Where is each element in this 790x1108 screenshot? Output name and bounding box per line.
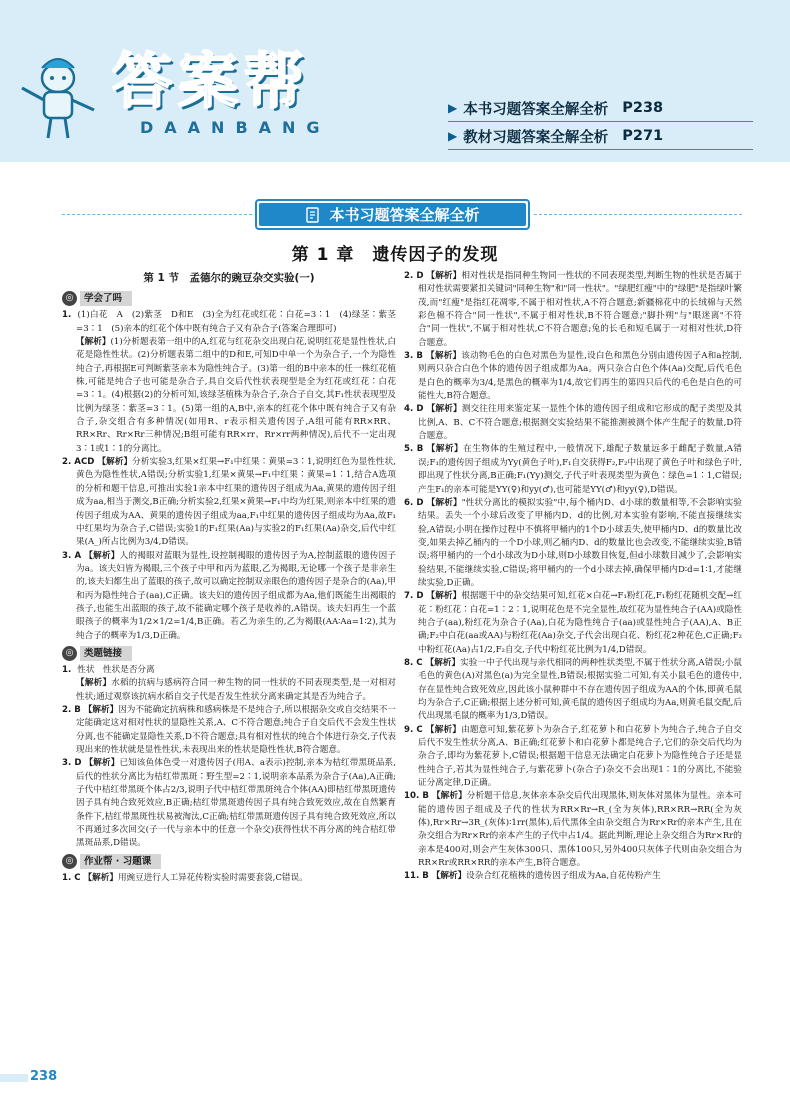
answer-explanation: 【解析】(1)分析题表第一组中的A,红花与红花杂交出现白花,说明红花是显性性状,白花是隐性性状。(2)分析题表第二组中的D和E,可知D中单一个为杂合子,一个为隐性纯合子,再根据E可判断紫茎亲本为隐性纯合子。(3)第一组的B中亲本的任一株红花植株,可能是纯合子也可能是杂合子,具自交后代性状表现型是全为红花或红花∶白花=3∶1。(4)根据(2)的分析可知,该绿茎植株为杂合子,杂合子自交,其F₁性状表现型及比例为绿茎∶紫茎=3∶1。(5)第一组的A,B中,亲本的红花个体中既有纯合子又有杂合子,杂交组合有多种情况(如用R、r表示相关遗传因子,A组可能有RR×RR、RR×Rr、Rr×Rr三种情况;B组可能有RR×rr、Rr×rr两种情况),后代不一定出现3∶1或1∶1的分离比。 [76, 337, 396, 454]
answer-item: 2. D 【解析】相对性状是指同种生物同一性状的不同表现类型,判断生物的性状是否属于相对性状需要紧扣关键词"同种生物"和"同一性状"。"绿肥红瘦"中的"绿肥"是指绿叶繁茂,而"红瘦"是指红花凋零,不属于相对性状,A不符合题意;新疆棉花中的长绒棉与天然彩色棉不符合"同一性状",不属于相对性状,B不符合题意;"脚扑朔"与"眼迷离"不符合"同一性状",不属于相对性状,C不符合题意;兔的长毛和短毛属于一对相对性状,D符合题意。 [404, 271, 742, 348]
banner-title: 本书习题答案全解全析 [329, 206, 480, 224]
tag-learned: ◎ 学会了吗 [62, 291, 396, 306]
answer-item: 8. C 【解析】实验一中子代出现与亲代相同的两种性状类型,不属于性状分离,A错误;小鼠毛色的黄色(A)对黑色(a)为完全显性,B错误;根据实验二可知,有关小鼠毛色的遗传中,存在显性纯合致死效应,因此该小鼠种群中不存在遗传因子组成为AA的个体,即黄毛鼠均为杂合子,C正确;根据上述分析可知,黄毛鼠的遗传因子组成均为Aa,则黄毛鼠交配,后代出现黑毛鼠的概率为1/3,D错误。 [404, 657, 742, 722]
triangle-icon: ▶ [448, 101, 458, 115]
toc-item-book[interactable] [448, 96, 753, 120]
answer-item: 3. D 【解析】已知该鱼体色受一对遗传因子(用A、a表示)控制,亲本为桔红带黑斑品系,后代的性状分离比为桔红带黑斑∶野生型=2∶1,说明亲本品系为杂合子(Aa),A正确;子代中桔红带黑斑个体占2/3,说明子代中桔红带黑斑纯合个体(AA)即桔红带黑斑遗传因子具有纯合致死效应,B正确;桔红带黑斑遗传因子具有纯合致死效应,故在自然繁育条件下,桔红带黑斑性状易被淘汰,C正确;桔红带黑斑遗传因子具有纯合致死效应,所以不再通过多次回交(子一代与亲本中的任意一个杂交)获得性状不再分离的纯合桔红带黑斑品系,D错误。 [62, 758, 396, 849]
target-icon: ◎ [62, 646, 77, 661]
answer-item: 5. B 【解析】在生物体的生殖过程中,一般情况下,雄配子数量远多于雌配子数量,A错误;F₁的遗传因子组成为Yy(黄色子叶),F₁自交获得F₂,F₂中出现了黄色子叶和绿色子叶,即出现了性状分离,B正确;F₁(Yy)测交,子代子叶表现类型为黄色∶绿色=1∶1,C错误;产生F₁的亲本可能是YY(♀)和yy(♂),也可能是YY(♂)和yy(♀),D错误。 [404, 444, 742, 495]
answer-item: 1. (1)白花 A (2)紫茎 D和E (3)全为红花或红花∶白花=3∶1 (4)绿茎∶紫茎=3∶1 (5)亲本的红花个体中既有纯合子又有杂合子(答案合理即可) [62, 310, 396, 334]
divider [62, 214, 252, 215]
page-number: 238 [30, 1069, 58, 1084]
toc-label: 本书习题答案全解全析 [463, 101, 609, 118]
chapter-title: 第 1 章 遗传因子的发现 [291, 245, 499, 265]
page-footer [0, 1066, 120, 1088]
divider [534, 214, 742, 215]
answer-item: 3. B 【解析】该动物毛色的白色对黑色为显性,设白色和黑色分别由遗传因子A和a控制,则两只杂合白色个体的遗传因子组成都为Aa。两只杂合白色个体(Aa)交配,后代毛色是白色的概率为3/4,是黑色的概率为1/4,故它们再生的第四只后代的毛色是白色的可能性大,B符合题意。 [404, 351, 742, 402]
answer-item: 1. 性状 性状是否分离 [62, 664, 155, 675]
answer-item: 6. D 【解析】"性状分离比的模拟实验"中,每个桶内D、d小球的数量相等,不会影响实验结果。丢失一个小球后改变了甲桶内D、d的比例,对本实验有影响,不能直接继续实验,A错误;小明在操作过程中不慎将甲桶内的1个D小球丢失,使甲桶内D、d的数量比改变,如果去掉乙桶内的一个D小球,则乙桶内D、d的数量比也会改变,不能继续实验,B错误;将甲桶内的一个d小球改为D小球,则D小球数目恢复,但d小球数目减少了,会影响实验结果,不能继续实验,C错误;将甲桶内的一个d小球去掉,确保甲桶内D∶d=1∶1,才能继续实验,D正确。 [404, 497, 742, 588]
tag-similar: ◎ 类题链接 [62, 646, 396, 661]
answer-item: 4. D 【解析】测交往往用来鉴定某一显性个体的遗传因子组成和它形成的配子类型及其比例,A、B、C不符合题意;根据测交实验结果不能推测被测个体产生配子的数量,D符合题意。 [404, 404, 742, 442]
left-column [62, 270, 396, 885]
answer-item: 2. ACD 【解析】分析实验3,红果×红果→F₁中红果∶黄果=3∶1,说明红色为显性性状,黄色为隐性性状,A错误;分析实验1,红果×黄果→F₁中红果∶黄果=1∶1,结合A选项的分析和题干信息,可推出实验1亲本中红果的遗传因子组成为Aa,黄果的遗传因子组成为aa,相当于测交,B正确;分析实验2,红果×黄果→F₁中均为红果,则亲本中红果的遗传因子组成为AA、黄果的遗传因子组成为aa,F₁中红果的遗传因子组成均为Aa,故F₁中红果均为杂合子,C错误;实验1的F₁红果(Aa)与实验2的F₁红果(Aa)杂交,后代中红果(A_)所占比例为3/4,D错误。 [62, 457, 396, 548]
section-banner [255, 199, 530, 230]
divider [448, 121, 753, 122]
mascot-figure-icon [8, 26, 108, 146]
answer-item: 10. B 【解析】分析题干信息,灰体亲本杂交后代出现黑体,则灰体对黑体为显性。亲本可能的遗传因子组成及子代的性状为RR×Rr→R_(全为灰体),RR×RR→RR(全为灰体),Rr×Rr→3R_(灰体)∶1rr(黑体),后代黑体全由杂交组合为Rr×Rr的亲本产生,且在杂交组合为Rr×Rr的亲本产生的子代中占1/4。据此判断,理论上杂交组合为Rr×Rr的亲本是400对,则会产生灰体300只、黑体100只,另外400只灰体子代则由杂交组合为RR×Rr或RR×RR的亲本产生,B符合题意。 [404, 791, 742, 869]
triangle-icon: ▶ [448, 129, 458, 143]
toc-page: P271 [622, 128, 664, 144]
target-icon: ◎ [62, 854, 77, 869]
answer-item: 3. A 【解析】人的褐眼对蓝眼为显性,设控制褐眼的遗传因子为A,控制蓝眼的遗传因子为a。该夫妇皆为褐眼,三个孩子中甲和丙为蓝眼,乙为褐眼,无论哪一个孩子是非亲生的,该夫妇都生出了蓝眼的孩子,故可以确定控制双亲眼色的遗传因子是杂合的(Aa),甲和丙为隐性纯合子(aa),C正确。该夫妇的遗传因子组成都为Aa,他们既能生出褐眼的孩子,也能生出蓝眼的孩子,故不能确定哪个孩子是收养的,A错误。该夫妇再生一个蓝眼孩子的概率为1/2×1/2=1/4,B正确。若乙为亲生的,乙为褐眼(AA∶Aa=1∶2),其为纯合子的概率为1/3,D正确。 [62, 550, 397, 641]
footer-bar [0, 1074, 28, 1082]
toc-page: P238 [622, 100, 664, 116]
target-icon: ◎ [62, 291, 77, 306]
header-band [0, 0, 790, 162]
answer-item: 9. C 【解析】由题意可知,紫花萝卜为杂合子,红花萝卜和白花萝卜为纯合子,纯合子自交后代不发生性状分离,A、B正确;红花萝卜和白花萝卜都是纯合子,它们的杂交后代均为杂合子,即均为紫花萝卜,C错误;根据题干信息无法确定白花萝卜为隐性纯合子还是显性纯合子,若其为显性纯合子,与紫花萝卜(杂合子)杂交不会出现1∶1的分离比,不能验证分离定律,D正确。 [404, 724, 742, 789]
brand-title: 答案帮 [112, 47, 310, 117]
section-title: 第 1 节 孟德尔的豌豆杂交实验(一) [143, 272, 315, 284]
answer-item: 1. C 【解析】用豌豆进行人工异花传粉实验时需要套袋,C错误。 [62, 872, 308, 883]
brand-subtitle: DAANBANG [140, 118, 331, 137]
answer-explanation: 【解析】水稻的抗病与感病符合同一种生物的同一性状的不同表现类型,是一对相对性状;通过观察该抗病水稻自交子代是否发生性状分离来确定其是否为纯合子。 [76, 678, 396, 702]
answer-item: 7. D 【解析】根据题干中的杂交结果可知,红花×白花→F₁粉红花,F₁粉红花随机交配→红花∶粉红花∶白花=1∶2∶1,说明花色是不完全显性,故红花为显性纯合子(AA)或隐性纯合子(aa),粉红花为杂合子(Aa),白花为隐性纯合子(aa)或显性纯合子(AA),A、B正确;F₂中白花(aa或AA)与粉红花(Aa)杂交,子代会出现白花、粉红花2种花色,C正确;F₂中粉红花(Aa)占1/2,F₂自交,子代中粉红花比例为1/4,D错误。 [404, 591, 742, 655]
answer-item: 2. B 【解析】因为不能确定抗病株和感病株是不是纯合子,所以根据杂交或自交结果不一定能确定这对相对性状的显隐性关系,A、C不符合题意;纯合子自交后代不会发生性状分离,也不能确定显隐性关系,D不符合题意;具有相对性状的纯合个体进行杂交,子代表现出来的性状就是显性性状,未表现出来的性状是隐性性状,B符合题意。 [62, 704, 396, 755]
toc-item-textbook[interactable] [448, 124, 753, 148]
answer-item: 11. B 【解析】设杂合红花植株的遗传因子组成为Aa,自花传粉产生 [404, 871, 661, 882]
tag-homework: ◎ 作业帮 · 习题课 [62, 854, 396, 869]
toc-label: 教材习题答案全解全析 [463, 129, 609, 146]
document-icon [305, 207, 321, 223]
right-column [404, 270, 742, 884]
divider [448, 149, 753, 150]
